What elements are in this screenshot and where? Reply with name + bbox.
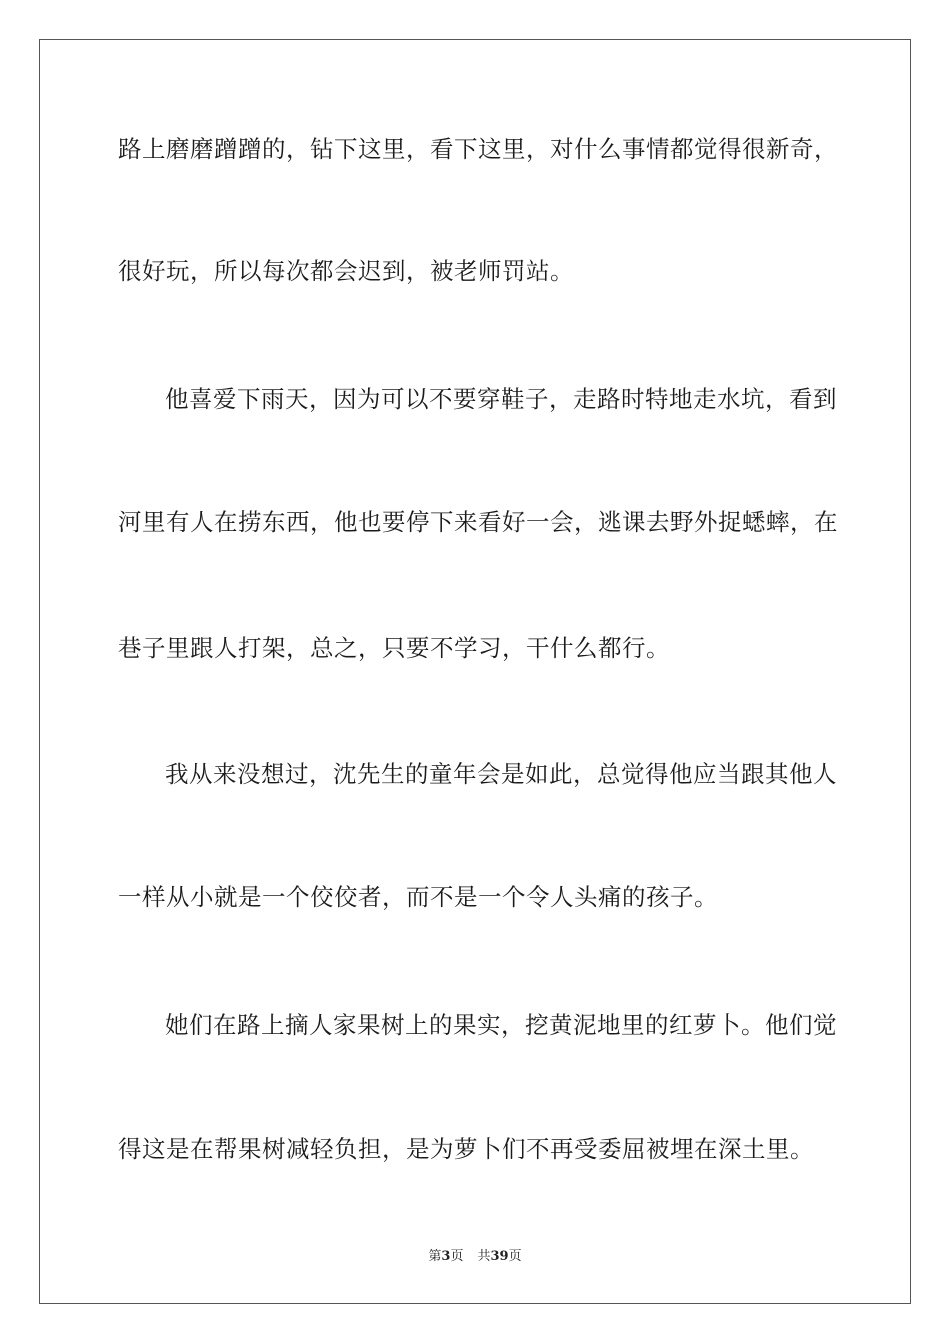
text-line-5: 巷子里跟人打架，总之，只要不学习，干什么都行。 <box>118 634 670 662</box>
page-footer <box>0 1248 950 1266</box>
text-line-7: 一样从小就是一个佼佼者，而不是一个令人头痛的孩子。 <box>118 883 718 911</box>
text-line-2: 很好玩，所以每次都会迟到，被老师罚站。 <box>118 257 574 285</box>
footer-total-pages: 39 <box>490 1249 509 1264</box>
page-border <box>39 39 911 1304</box>
footer-page-number: 3 <box>441 1249 451 1264</box>
footer-total-suffix: 页 <box>508 1249 522 1264</box>
text-line-1: 路上磨磨蹭蹭的，钻下这里，看下这里，对什么事情都觉得很新奇， <box>118 135 838 163</box>
text-line-9: 得这是在帮果树减轻负担，是为萝卜们不再受委屈被埋在深土里。 <box>118 1135 814 1163</box>
text-line-3-paragraph-start: 他喜爱下雨天，因为可以不要穿鞋子，走路时特地走水坑，看到 <box>165 385 837 413</box>
footer-page-suffix: 页 <box>450 1249 464 1264</box>
text-line-4: 河里有人在捞东西，他也要停下来看好一会，逃课去野外捉蟋蟀，在 <box>118 508 838 536</box>
text-line-8-paragraph-start: 她们在路上摘人家果树上的果实，挖黄泥地里的红萝卜。他们觉 <box>165 1011 837 1039</box>
text-line-6-paragraph-start: 我从来没想过，沈先生的童年会是如此，总觉得他应当跟其他人 <box>165 760 837 788</box>
footer-total-prefix: 共 <box>477 1249 491 1264</box>
footer-page-prefix: 第 <box>428 1249 442 1264</box>
